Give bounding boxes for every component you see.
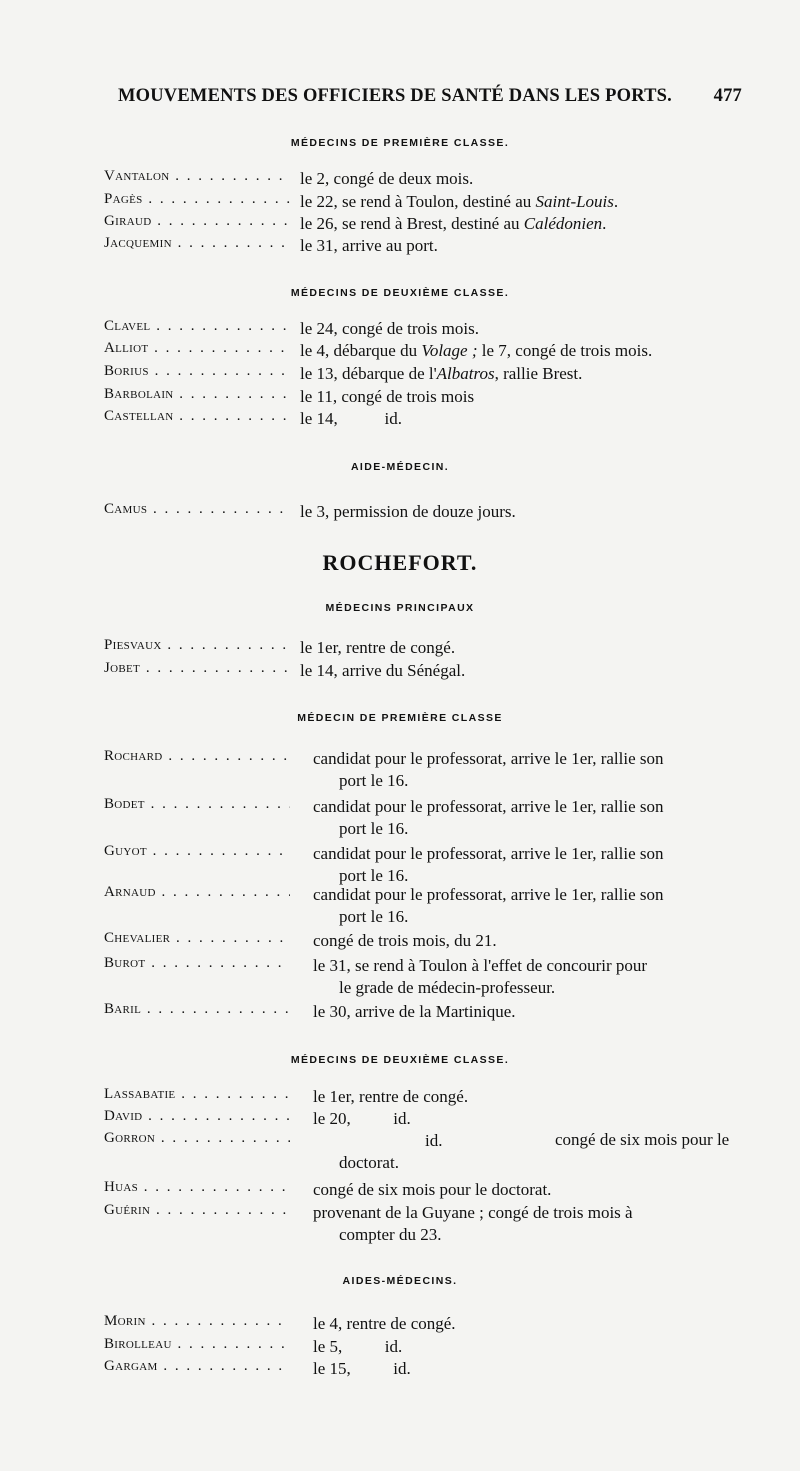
entry-text: congé de trois mois, du 21. <box>313 931 497 950</box>
officer-name: Huas . . . <box>104 1179 290 1196</box>
page-number: 477 <box>713 86 742 106</box>
entry-text: le 14, id. <box>300 409 402 428</box>
officer-name: Arnaud . . . <box>104 884 290 901</box>
officer-name: Gorron . . . <box>104 1130 290 1147</box>
ship-name: Albatros <box>436 364 495 383</box>
ship-name: Calédonien <box>523 214 603 233</box>
officer-name: Borius . . . <box>104 363 290 380</box>
section-heading: MÉDECINS DE PREMIÈRE CLASSE. <box>290 137 510 149</box>
running-header <box>118 86 742 107</box>
entry-text: le 26, se rend à Brest, destiné au Calédonien. <box>300 214 607 233</box>
entry-text: le 31, se rend à Toulon à l'effet de concourir pour le grade de médecin-professeur. <box>313 956 648 997</box>
ship-name: Saint-Louis <box>535 192 614 211</box>
officer-name: Castellan . . . <box>104 408 290 425</box>
officer-name: Rochard . . . <box>104 748 290 765</box>
entry-text: le 14, arrive du Sénégal. <box>300 661 466 680</box>
officer-name: Birolleau . . . <box>104 1336 290 1353</box>
entry-text: candidat pour le professorat, arrive le 1er, rallie son port le 16. <box>313 885 664 926</box>
entry-text: le 30, arrive de la Martinique. <box>313 1002 516 1021</box>
section-heading: AIDE-MÉDECIN. <box>350 461 450 473</box>
officer-name: Jobet . . . <box>104 660 290 677</box>
section-heading: AIDES-MÉDECINS. <box>342 1275 458 1287</box>
entry-text: le 4, débarque du Volage ; le 7, congé de trois mois. <box>300 341 653 360</box>
officer-name: Clavel . . . <box>104 318 290 335</box>
entry-text: candidat pour le professorat, arrive le 1er, rallie son port le 16. <box>313 749 664 790</box>
header-title: MOUVEMENTS DES OFFICIERS DE SANTÉ DANS LES PORTS. <box>118 86 672 106</box>
officer-name: Jacquemin . . . <box>104 235 290 252</box>
entry-text: id. doctorat. <box>339 1131 443 1172</box>
section-heading: MÉDECINS DE DEUXIÈME CLASSE. <box>290 1054 510 1066</box>
officer-name: Pagès . . . <box>104 191 290 208</box>
entry-text: le 11, congé de trois mois <box>300 387 475 406</box>
entry-text: congé de six mois pour le doctorat. <box>313 1180 552 1199</box>
section-heading: MÉDECINS DE DEUXIÈME CLASSE. <box>290 287 510 299</box>
officer-name: Baril . . . <box>104 1001 290 1018</box>
entry-text: le 3, permission de douze jours. <box>300 502 516 521</box>
officer-name: Piesvaux . . . <box>104 637 290 654</box>
entry-text: le 22, se rend à Toulon, destiné au Saint-Louis. <box>300 192 619 211</box>
entry-text: le 31, arrive au port. <box>300 236 438 255</box>
entry-text: le 15, id. <box>313 1359 411 1378</box>
officer-name: Giraud . . . <box>104 213 290 230</box>
officer-name: Bodet . . . <box>104 796 290 813</box>
entry-text: le 13, débarque de l'Albatros, rallie Brest. <box>300 364 583 383</box>
officer-name: Barbolain . . . <box>104 386 290 403</box>
officer-name: Camus . . . <box>104 501 290 518</box>
officer-name: Alliot . . . <box>104 340 290 357</box>
entry-text: provenant de la Guyane ; congé de trois mois à compter du 23. <box>313 1203 633 1244</box>
entry-text: le 20, id. <box>313 1109 411 1128</box>
entry-text: le 5, id. <box>313 1337 403 1356</box>
entry-text: le 24, congé de trois mois. <box>300 319 479 338</box>
entry-text: le 4, rentre de congé. <box>313 1314 456 1333</box>
officer-name: Morin . . . <box>104 1313 290 1330</box>
officer-name: Lassabatie . . . <box>104 1086 290 1103</box>
entry-text: le 2, congé de deux mois. <box>300 169 474 188</box>
entry-text: le 1er, rentre de congé. <box>300 638 456 657</box>
section-heading: MÉDECINS PRINCIPAUX <box>325 602 475 614</box>
officer-name: David . . . <box>104 1108 290 1125</box>
city-heading: ROCHEFORT. <box>322 550 478 575</box>
entry-text: candidat pour le professorat, arrive le 1er, rallie son port le 16. <box>313 844 664 885</box>
officer-name: Guyot . . . <box>104 843 290 860</box>
section-heading: MÉDECIN DE PREMIÈRE CLASSE <box>297 712 503 724</box>
officer-name: Gargam . . . <box>104 1358 290 1375</box>
entry-text: candidat pour le professorat, arrive le 1er, rallie son port le 16. <box>313 797 664 838</box>
ship-name: Volage ; <box>421 341 478 360</box>
officer-name: Burot . . . <box>104 955 290 972</box>
officer-name: Chevalier . . . <box>104 930 290 947</box>
officer-name: Vantalon . . . <box>104 168 290 185</box>
entry-text: le 1er, rentre de congé. <box>313 1087 469 1106</box>
entry-text-note: congé de six mois pour le <box>555 1130 730 1149</box>
officer-name: Guérin . . . <box>104 1202 290 1219</box>
